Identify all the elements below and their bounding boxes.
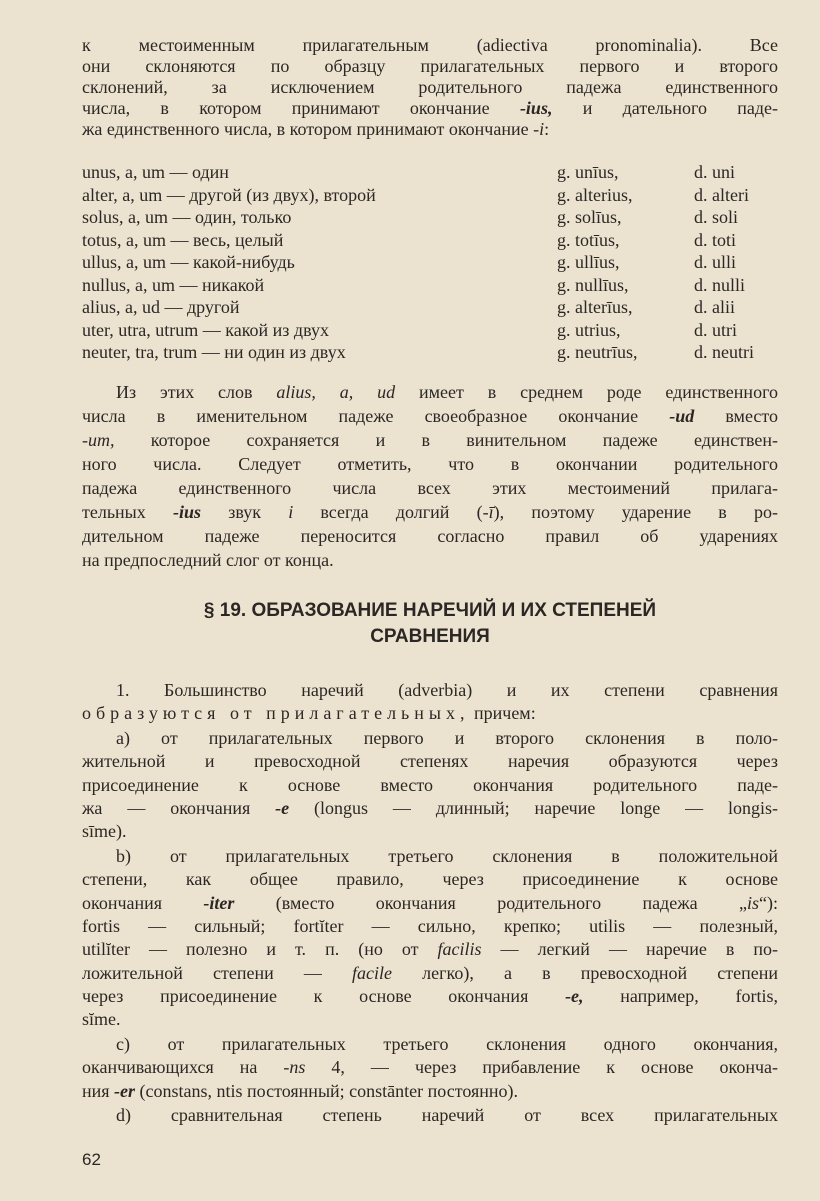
- emphasized-text: -ius,: [519, 98, 553, 118]
- emphasized-text: -e: [275, 797, 290, 818]
- text-line: [82, 452, 778, 476]
- text-run: :: [544, 119, 550, 139]
- genitive-form: g. alterius,: [557, 184, 633, 205]
- text-line: [82, 1080, 778, 1103]
- text-run: степени, как общее правило, через присоединение к основе: [82, 869, 778, 890]
- text-line: [82, 797, 778, 820]
- text-run: жа — окончания: [82, 797, 276, 818]
- emphasized-text: facile: [352, 962, 393, 983]
- text-run: вместо: [694, 406, 779, 426]
- emphasized-text: -ud: [669, 406, 695, 426]
- text-run: ного числа. Следует отметить, что в окончании родительного: [82, 454, 778, 474]
- table-row: [82, 184, 754, 207]
- text-run: 1. Большинство наречий (adverbia) и их степени сравнения: [116, 680, 778, 700]
- text-line: [82, 548, 778, 572]
- page-number: 62: [82, 1150, 101, 1169]
- body-paragraph: [82, 727, 778, 844]
- text-line: [82, 679, 778, 702]
- text-run: sīme).: [82, 821, 127, 842]
- text-run: а) от прилагательных первого и второго склонения в поло-: [116, 727, 778, 748]
- pronoun-word: totus, a, um — весь, целый: [82, 229, 284, 250]
- text-run: b) от прилагательных третьего склонения в положительной: [116, 845, 778, 866]
- pronoun-word: neuter, tra, trum — ни один из двух: [82, 342, 346, 362]
- text-run: ния: [82, 1080, 115, 1101]
- text-run: к местоименным прилагательным (adiectiva pronominalia). Все: [82, 35, 778, 55]
- text-line: [82, 892, 778, 915]
- alius-note-paragraph: [82, 380, 778, 572]
- emphasized-text: -e,: [565, 986, 584, 1007]
- text-line: [82, 938, 778, 961]
- text-run: и дательного паде-: [552, 98, 778, 118]
- text-run: ложительной степени —: [82, 962, 353, 983]
- text-line: [82, 727, 778, 750]
- pronoun-word: ullus, a, um — какой-нибудь: [82, 252, 295, 272]
- emphasized-text: -er: [114, 1080, 136, 1101]
- text-run: они склоняются по образцу прилагательных первого и второго: [82, 56, 778, 76]
- text-line: [82, 750, 778, 773]
- table-row: [82, 274, 754, 297]
- body-paragraph: [82, 679, 778, 726]
- text-line: [82, 476, 778, 500]
- text-line: [82, 845, 778, 868]
- dative-form: d. toti: [694, 229, 737, 250]
- pronoun-word: unus, a, um — один: [82, 162, 229, 182]
- text-line: [82, 962, 778, 985]
- emphasized-text: образуются от прилагательных,: [82, 703, 470, 724]
- emphasized-text: is: [747, 892, 760, 913]
- genitive-form: g. totīus,: [557, 229, 620, 250]
- dative-form: d. ulli: [694, 252, 737, 272]
- table-row: [82, 161, 754, 184]
- pronoun-word: solus, a, um — один, только: [82, 207, 292, 227]
- text-run: имеет в среднем роде единственного: [395, 382, 778, 402]
- table-row: [82, 319, 754, 342]
- body-paragraph: [82, 1033, 778, 1103]
- body-paragraph: [82, 845, 778, 1032]
- text-run: жа единственного числа, в котором принимают окончание: [82, 119, 534, 139]
- text-line: [82, 428, 778, 452]
- text-line: [82, 56, 778, 77]
- pronoun-word: uter, utra, utrum — какой из двух: [82, 319, 329, 340]
- text-line: [82, 1056, 778, 1079]
- text-line: [82, 404, 778, 428]
- text-run: (longus — длинный; наречие longe — longis-: [289, 797, 778, 818]
- text-line: [82, 1008, 778, 1031]
- pronoun-word: alter, a, um — другой (из двух), второй: [82, 184, 376, 205]
- text-line: [82, 702, 778, 725]
- text-run: 4, — через прибавление к основе оконча-: [305, 1057, 778, 1078]
- text-run: — легкий — наречие в по-: [481, 939, 778, 960]
- emphasized-text: facilis: [437, 939, 482, 960]
- pronoun-word: nullus, a, um — никакой: [82, 274, 265, 295]
- text-run: звук: [201, 502, 289, 522]
- pronoun-word: alius, a, ud — другой: [82, 297, 240, 317]
- text-run: (вместо окончания родительного падежа „: [234, 892, 747, 913]
- table-row: [82, 206, 754, 229]
- text-run: числа в именительном падеже своеобразное окончание: [82, 406, 670, 426]
- text-run: окончания: [82, 892, 204, 913]
- text-run: ), поэтому ударение в ро-: [493, 502, 778, 522]
- text-run: sĭme.: [82, 1009, 121, 1030]
- text-line: [82, 1033, 778, 1056]
- genitive-form: g. ullīus,: [557, 252, 620, 272]
- emphasized-text: i: [288, 502, 294, 522]
- text-run: числа, в котором принимают окончание: [82, 98, 520, 118]
- text-run: падежа единственного числа всех этих местоимений прилага-: [82, 478, 778, 498]
- emphasized-text: alius, a, ud: [276, 382, 396, 402]
- text-run: d) сравнительная степень наречий от всех прилагательных: [116, 1105, 778, 1126]
- text-run: жительной и превосходной степенях наречия образуются через: [82, 751, 778, 772]
- section-heading-line-1: § 19. ОБРАЗОВАНИЕ НАРЕЧИЙ И ИХ СТЕПЕНЕЙ: [203, 600, 657, 621]
- genitive-form: g. alterīus,: [557, 297, 633, 317]
- section-heading: [82, 598, 778, 650]
- text-run: например, fortis,: [583, 986, 778, 1007]
- genitive-form: g. neutrīus,: [557, 342, 638, 362]
- pronominal-adjectives-table: [82, 161, 754, 364]
- emphasized-text: -i: [533, 119, 545, 139]
- text-run: Из этих слов: [116, 382, 277, 402]
- table-row: [82, 341, 754, 364]
- intro-paragraph: [82, 35, 778, 140]
- emphasized-text: -um,: [82, 430, 115, 450]
- text-run: причем:: [469, 703, 536, 724]
- genitive-form: g. nullīus,: [557, 274, 629, 295]
- text-line: [82, 820, 778, 843]
- emphasized-text: -ī: [482, 502, 494, 522]
- dative-form: d. soli: [694, 207, 739, 227]
- text-line: [82, 915, 778, 938]
- emphasized-text: -iter: [203, 892, 235, 913]
- text-line: [82, 985, 778, 1008]
- text-run: присоединение к основе вместо окончания родительного паде-: [82, 774, 778, 795]
- dative-form: d. uni: [694, 162, 736, 182]
- text-run: с) от прилагательных третьего склонения одного окончания,: [116, 1033, 778, 1054]
- emphasized-text: -ius: [173, 502, 202, 522]
- text-run: всегда долгий (: [293, 502, 483, 522]
- table-row: [82, 251, 754, 274]
- text-run: тельных: [82, 502, 173, 522]
- genitive-form: g. unīus,: [557, 162, 619, 182]
- text-run: utilĭter — полезно и т. п. (но от: [82, 939, 438, 960]
- text-run: оканчивающихся на: [82, 1057, 284, 1078]
- table-row: [82, 296, 754, 319]
- text-run: “):: [759, 892, 778, 913]
- genitive-form: g. solīus,: [557, 207, 622, 227]
- text-line: [82, 380, 778, 404]
- section-body: [82, 679, 778, 1128]
- genitive-form: g. utrius,: [557, 319, 621, 340]
- text-line: [82, 774, 778, 797]
- text-line: [82, 500, 778, 524]
- text-line: [82, 1104, 778, 1127]
- text-line: [82, 35, 778, 56]
- table-row: [82, 229, 754, 252]
- text-run: на предпоследний слог от конца.: [82, 550, 334, 570]
- text-line: [82, 868, 778, 891]
- text-line: [82, 98, 778, 119]
- text-run: дительном падеже переносится согласно правил об ударениях: [82, 526, 778, 546]
- text-run: (constans, ntis постоянный; constānter постоянно).: [135, 1080, 519, 1101]
- dative-form: d. nulli: [694, 274, 746, 295]
- emphasized-text: -ns: [283, 1057, 306, 1078]
- dative-form: d. alteri: [694, 184, 749, 205]
- dative-form: d. alii: [694, 297, 735, 317]
- dative-form: d. neutri: [694, 342, 754, 362]
- text-run: fortis — сильный; fortĭter — сильно, крепко; utilis — полезный,: [82, 915, 778, 936]
- section-heading-line-2: СРАВНЕНИЯ: [370, 626, 490, 647]
- text-run: через присоединение к основе окончания: [82, 986, 566, 1007]
- text-line: [82, 77, 778, 98]
- text-line: [82, 119, 778, 140]
- text-run: легко), а в превосходной степени: [392, 962, 778, 983]
- body-paragraph: [82, 1104, 778, 1127]
- text-run: склонений, за исключением родительного падежа единственного: [82, 77, 778, 97]
- dative-form: d. utri: [694, 319, 737, 340]
- text-line: [82, 524, 778, 548]
- text-run: которое сохраняется и в винительном падеже единствен-: [114, 430, 778, 450]
